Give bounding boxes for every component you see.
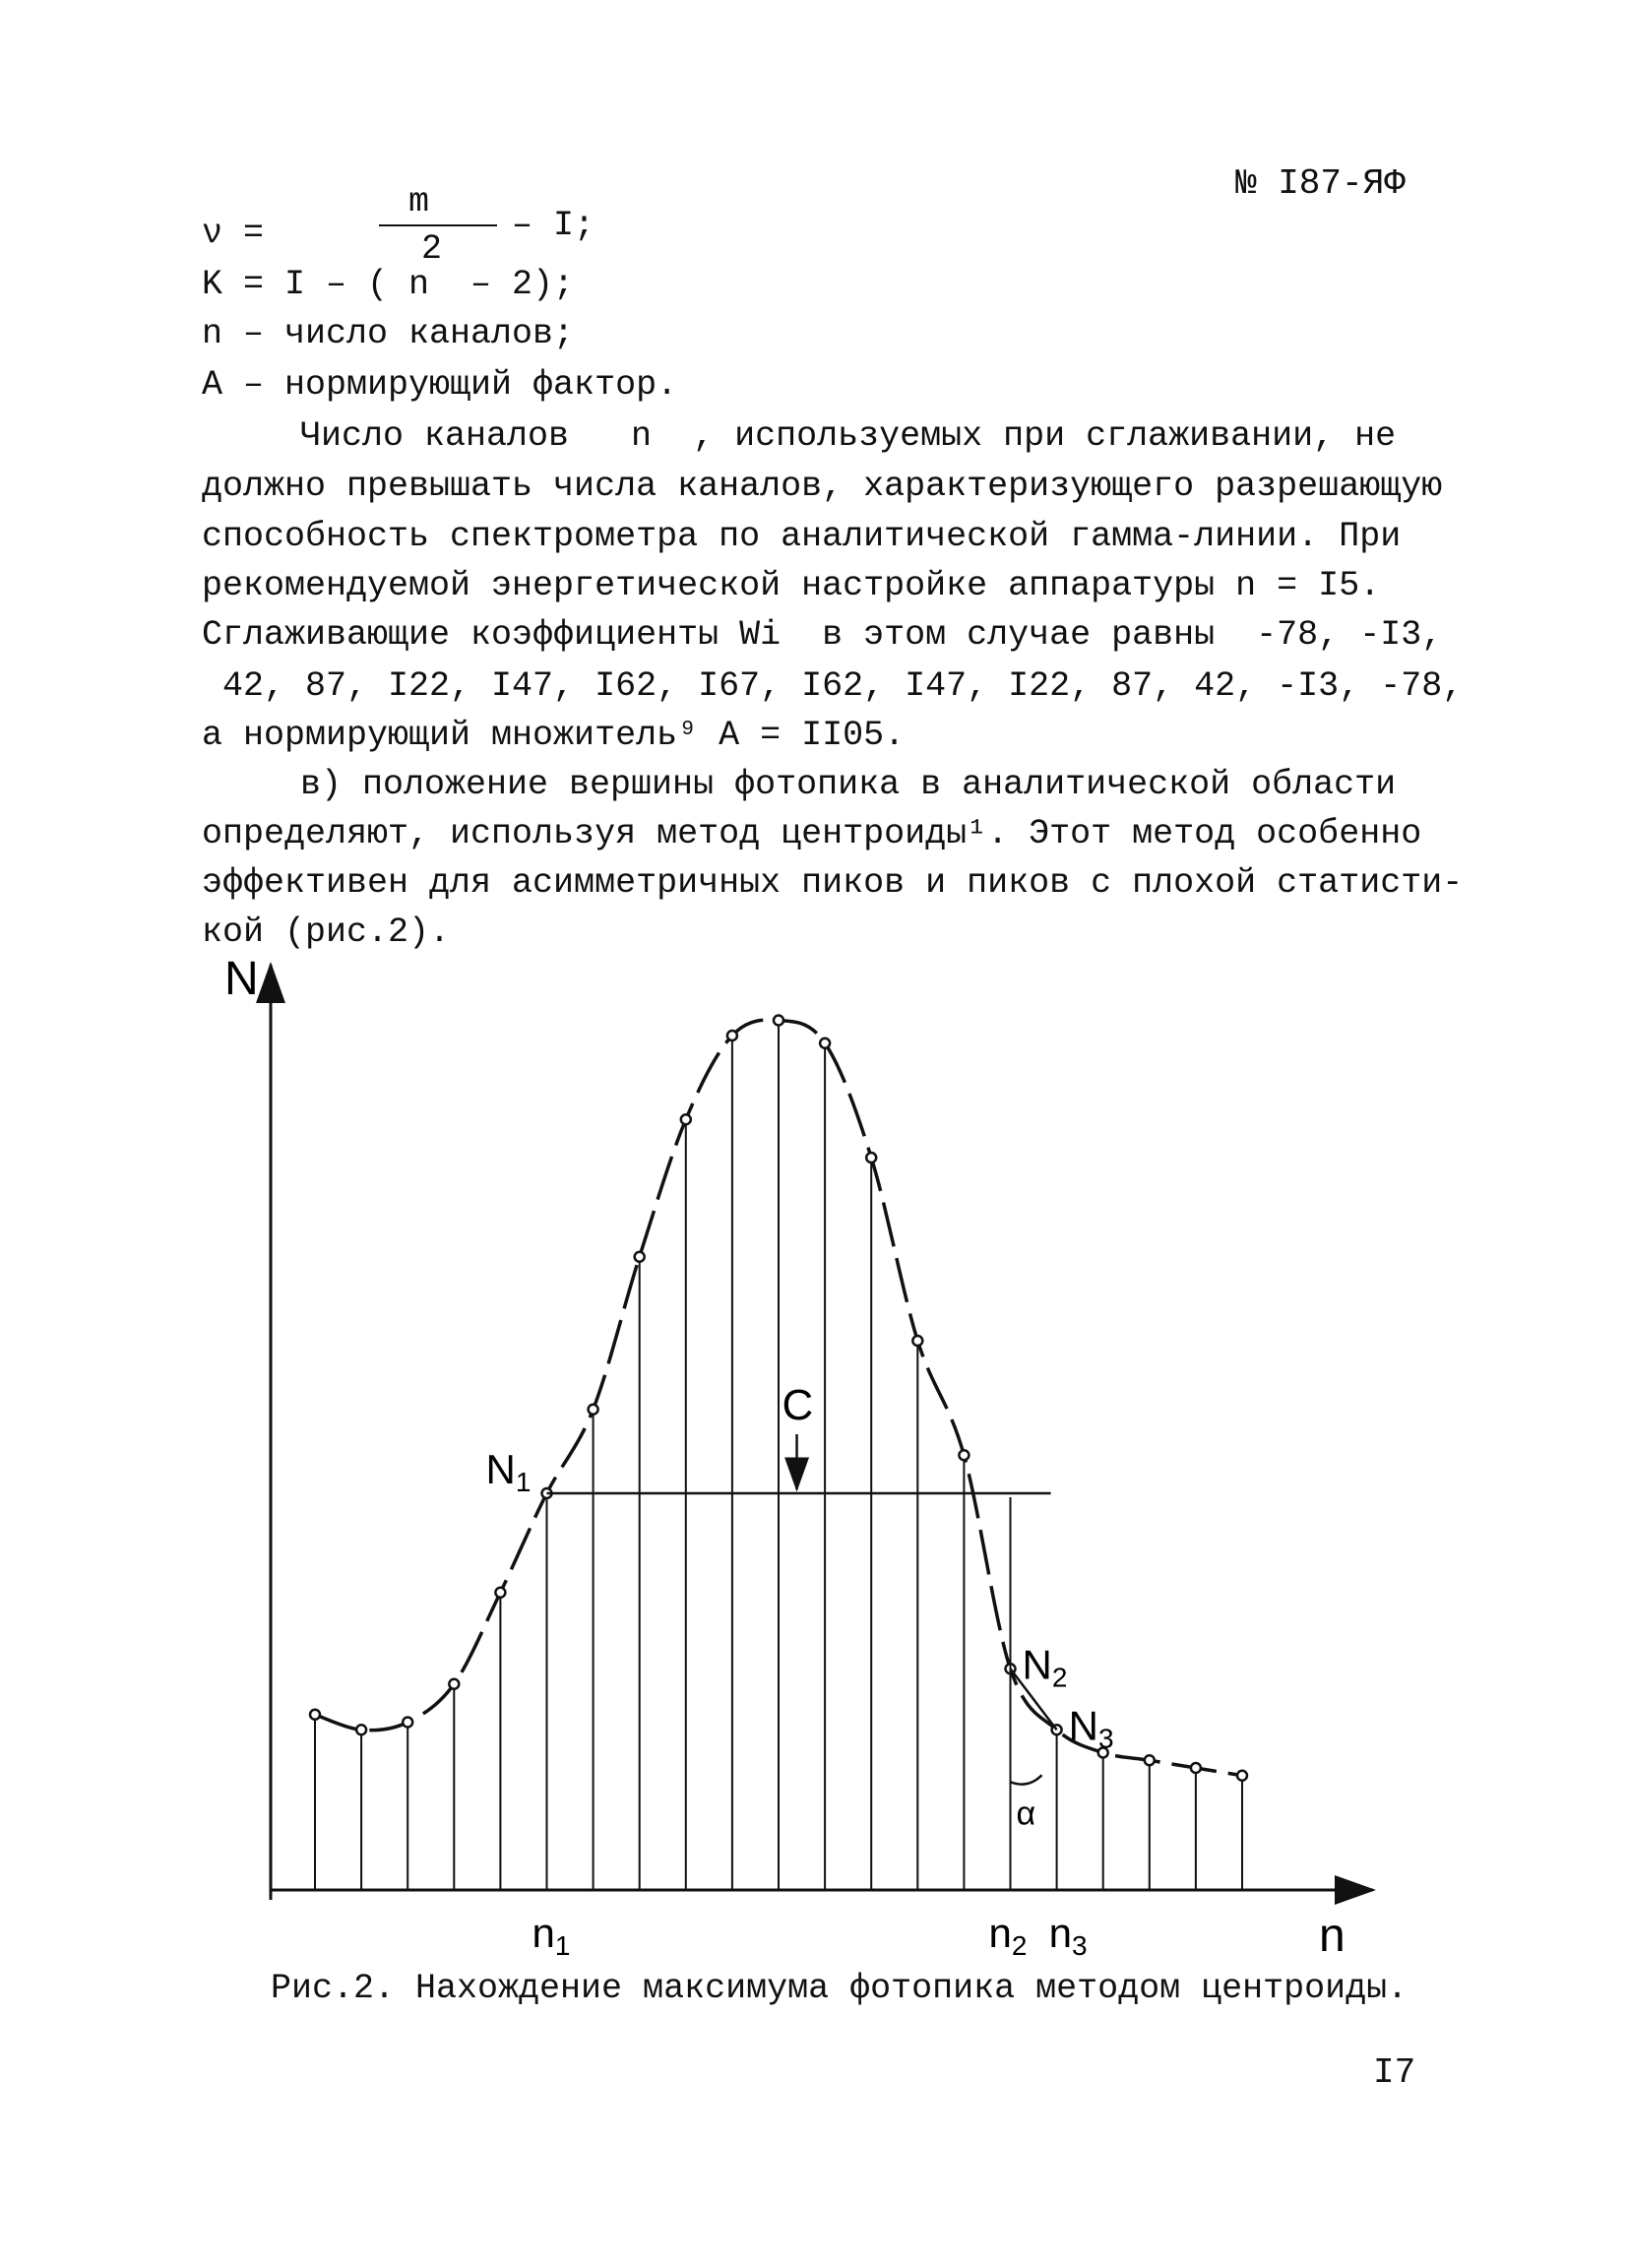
alpha-label: α	[1016, 1795, 1036, 1833]
definition-n: n – число каналов;	[202, 314, 575, 353]
centroid-figure	[0, 945, 1627, 1969]
channel-bars	[315, 1021, 1242, 1891]
formula-k: K = I – ( n – 2);	[202, 265, 575, 304]
point-label-n1: N1	[485, 1446, 532, 1497]
text-line: рекомендуемой энергетической настройке аппаратуры n = I5.	[202, 566, 1381, 605]
text-line: эффективен для асимметричных пиков и пиков с плохой статисти-	[202, 863, 1464, 903]
data-point	[495, 1588, 505, 1598]
text-line: способность спектрометра по аналитической гамма-линии. При	[202, 517, 1402, 556]
point-label-n2: N2	[1022, 1641, 1068, 1693]
data-point	[820, 1039, 830, 1048]
data-point	[774, 1016, 783, 1026]
text-line: в) положение вершины фотопика в аналитической области	[300, 765, 1397, 804]
figure-caption: Рис.2. Нахождение максимума фотопика методом центроиды.	[271, 1969, 1408, 2008]
data-point	[449, 1679, 459, 1689]
text-line: а нормирующий множитель⁹ A = II05.	[202, 716, 906, 755]
x-axis-label: n	[1319, 1910, 1345, 1962]
text-line: Сглаживающие коэффициенты Wi в этом случае равны -78, -I3,	[202, 615, 1443, 655]
formula-v-numerator: m	[408, 182, 430, 221]
data-point	[727, 1031, 737, 1040]
text-line: определяют, используя метод центроиды¹. Этот метод особенно	[202, 814, 1422, 853]
data-point	[310, 1710, 320, 1720]
data-point	[589, 1405, 598, 1415]
centroid-label: C	[782, 1381, 814, 1429]
formula-v-denominator: 2	[421, 229, 443, 269]
text-line: Число каналов n , используемых при сглаживании, не	[300, 416, 1397, 456]
formula-v-left: ν =	[202, 214, 265, 253]
text-line: должно превышать числа каналов, характеризующего разрешающую	[202, 467, 1443, 506]
tick-label-n1: n1	[532, 1910, 571, 1961]
data-point	[681, 1114, 691, 1124]
y-axis-label: N	[224, 953, 259, 1005]
data-point	[866, 1153, 876, 1163]
text-line: кой (рис.2).	[202, 913, 451, 952]
angle-arc	[1011, 1775, 1042, 1784]
data-point	[1191, 1763, 1201, 1773]
axes	[224, 953, 1373, 1962]
data-point	[959, 1450, 969, 1460]
formula-v-right: – I;	[512, 206, 595, 245]
annotations	[486, 1381, 1114, 1961]
definition-a: A – нормирующий фактор.	[202, 365, 678, 405]
tick-label-n2: n2	[988, 1910, 1028, 1961]
data-point	[635, 1252, 645, 1262]
text-line: 42, 87, I22, I47, I62, I67, I62, I47, I22, 87, 42, -I3, -78,	[202, 666, 1464, 706]
point-label-n3: N3	[1068, 1702, 1114, 1754]
tick-label-n3: n3	[1048, 1910, 1088, 1961]
data-point	[1145, 1755, 1155, 1765]
data-point	[1237, 1771, 1247, 1781]
data-point	[356, 1725, 366, 1734]
data-point	[403, 1718, 412, 1728]
page-number: I7	[1373, 2052, 1416, 2093]
data-point	[912, 1336, 922, 1346]
document-number: № I87-ЯФ	[1235, 163, 1406, 204]
fraction-bar	[379, 224, 497, 226]
